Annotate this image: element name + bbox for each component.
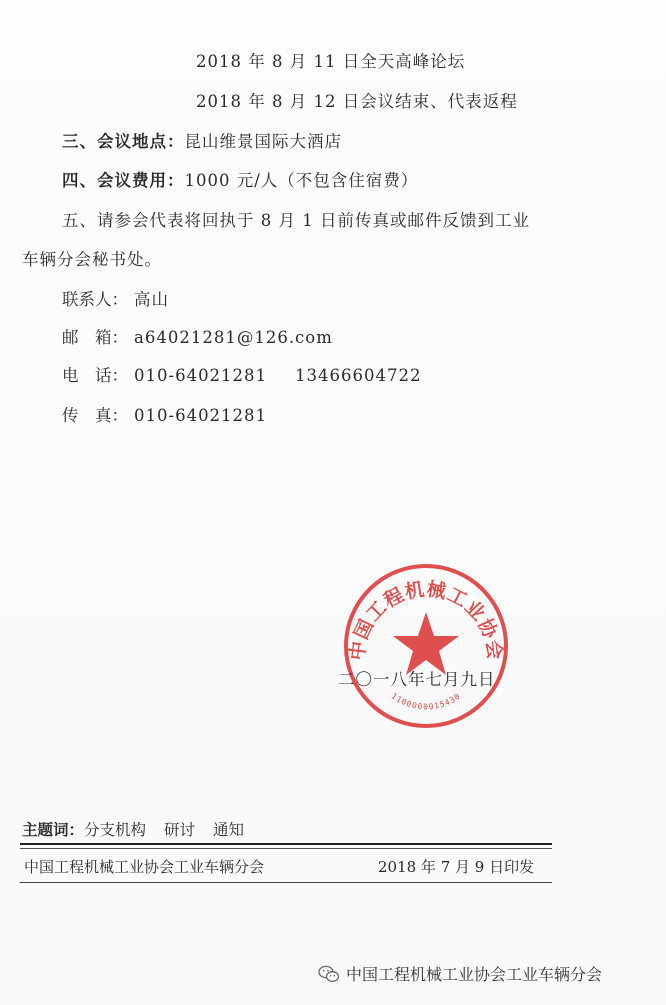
fax-label: 传 真： bbox=[62, 406, 128, 425]
contact-person-row bbox=[62, 286, 169, 310]
venue-label: 三、会议地点： bbox=[62, 132, 185, 151]
contact-person-value: 高山 bbox=[134, 290, 169, 309]
fax-row bbox=[62, 402, 267, 426]
notice-line-2: 车辆分会秘书处。 bbox=[22, 250, 162, 269]
fee-label: 四、会议费用： bbox=[62, 171, 185, 190]
phone-value-1: 010-64021281 bbox=[134, 366, 268, 385]
signature-date: 二〇一八年七月九日 bbox=[338, 670, 496, 689]
keywords-row bbox=[22, 818, 262, 840]
issue-date: 2018 年 7 月 9 日印发 bbox=[378, 858, 535, 876]
fee-value: 1000 元/人（不包含住宿费） bbox=[184, 171, 419, 190]
contact-person-label: 联系人： bbox=[62, 290, 128, 309]
phone-row bbox=[62, 362, 422, 386]
phone-value-2: 13466604722 bbox=[295, 366, 422, 385]
keyword-item: 研讨 bbox=[164, 821, 196, 839]
keywords-label: 主题词： bbox=[22, 821, 85, 839]
fee-row bbox=[62, 167, 418, 191]
schedule-day-12: 2018 年 8 月 12 日会议结束、代表返程 bbox=[196, 92, 518, 111]
svg-text:中国工程机械工业协会: 中国工程机械工业协会 bbox=[346, 578, 506, 662]
email-row bbox=[62, 324, 333, 348]
keyword-item: 分支机构 bbox=[84, 821, 147, 839]
wechat-watermark bbox=[318, 962, 602, 985]
notice-line-1: 五、请参会代表将回执于 8 月 1 日前传真或邮件反馈到工业 bbox=[62, 211, 530, 230]
footer-divider-bottom bbox=[20, 882, 552, 883]
email-value: a64021281@126.com bbox=[134, 328, 333, 347]
fax-value: 010-64021281 bbox=[134, 406, 268, 425]
issuer-name: 中国工程机械工业协会工业车辆分会 bbox=[24, 858, 265, 876]
phone-label: 电 话： bbox=[62, 366, 128, 385]
official-seal bbox=[342, 562, 510, 730]
watermark-text: 中国工程机械工业协会工业车辆分会 bbox=[346, 965, 603, 984]
venue-value: 昆山维景国际大酒店 bbox=[184, 132, 342, 151]
svg-text:1100000015430: 1100000015430 bbox=[389, 691, 463, 712]
email-label: 邮 箱： bbox=[62, 328, 128, 347]
wechat-icon bbox=[318, 965, 340, 983]
keyword-item: 通知 bbox=[213, 821, 245, 839]
footer-divider-top bbox=[20, 843, 552, 845]
venue-row bbox=[62, 128, 342, 152]
schedule-day-11: 2018 年 8 月 11 日全天高峰论坛 bbox=[196, 52, 466, 71]
footer-divider-top-thin bbox=[20, 848, 552, 849]
